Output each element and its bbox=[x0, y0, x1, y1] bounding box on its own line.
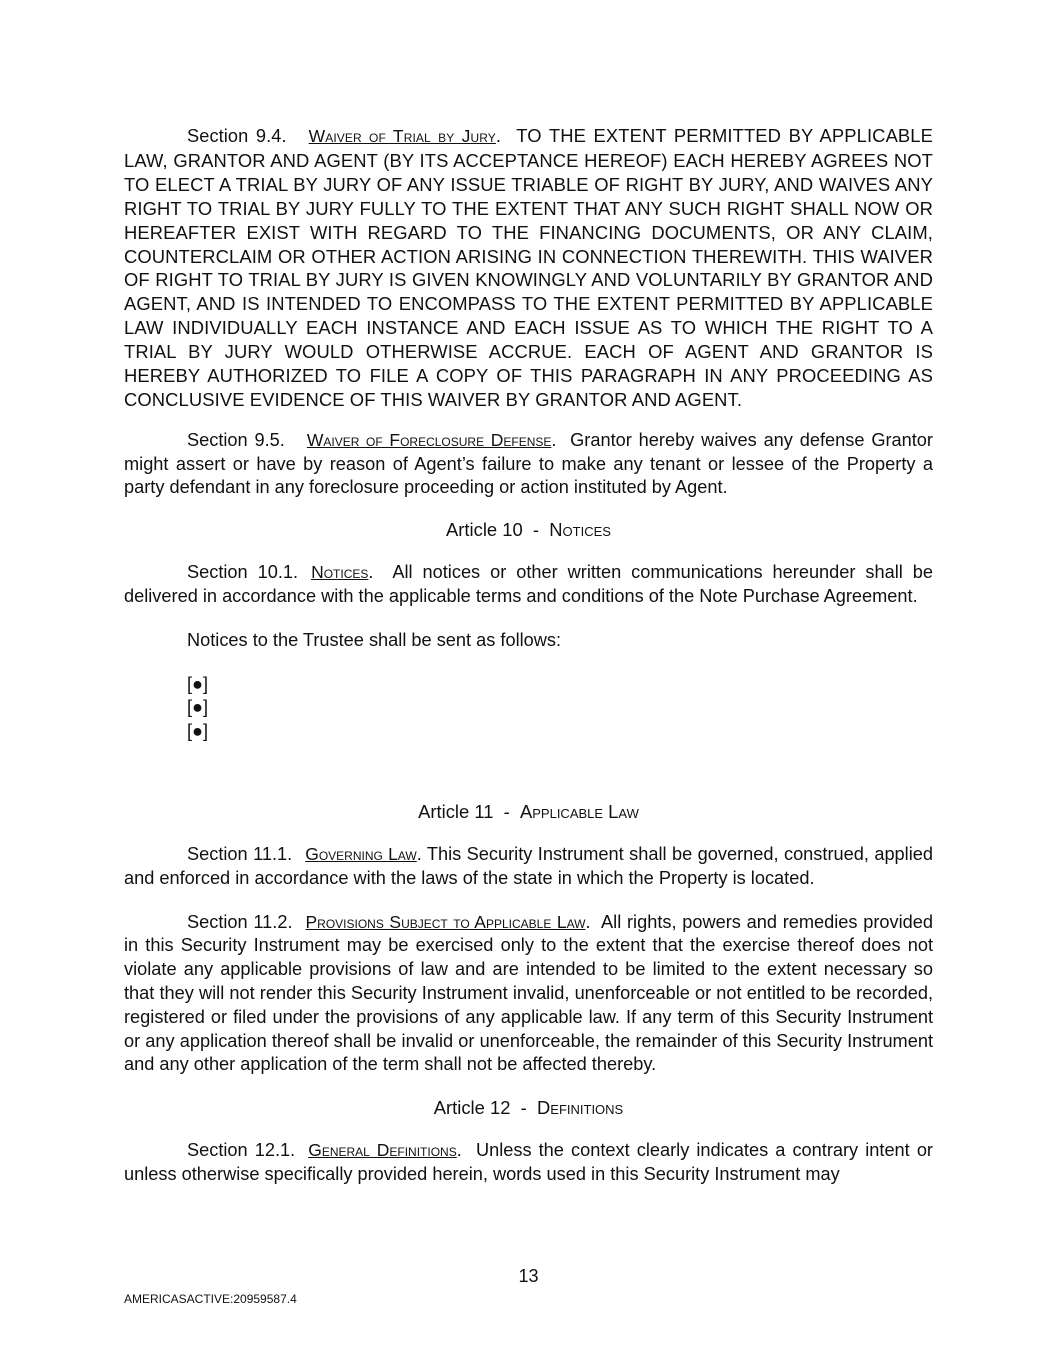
article-12-heading bbox=[124, 1096, 933, 1120]
section-body: TO THE EXTENT PERMITTED BY APPLICABLE LAW, GRANTOR AND AGENT (BY ITS ACCEPTANCE HEREOF) EACH HEREBY AGREES NOT TO ELECT A TRIAL BY JURY OF ANY ISSUE TRIABLE OF RIGHT BY JURY, AND WAIVES ANY RIGHT TO TRIAL BY JURY FULLY TO THE EXTENT THAT ANY SUCH RIGHT SHALL NOW OR HEREAFTER EXIST WITH REGARD TO THE FINANCING DOCUMENTS, OR ANY CLAIM, COUNTERCLAIM OR OTHER ACTION ARISING IN CONNECTION THEREWITH. THIS WAIVER OF RIGHT TO TRIAL BY JURY IS GIVEN KNOWINGLY AND VOLUNTARILY BY GRANTOR AND AGENT, AND IS INTENDED TO ENCOMPASS TO THE EXTENT PERMITTED BY APPLICABLE LAW INDIVIDUALLY EACH INSTANCE AND EACH ISSUE AS TO WHICH THE RIGHT TO A TRIAL BY JURY WOULD OTHERWISE ACCRUE. EACH OF AGENT AND GRANTOR IS HEREBY AUTHORIZED TO FILE A COPY OF THIS PARAGRAPH IN ANY PROCEEDING AS CONCLUSIVE EVIDENCE OF THIS WAIVER BY GRANTOR AND AGENT. bbox=[124, 125, 933, 410]
article-10-heading bbox=[124, 518, 933, 542]
section-number: Section 11.2. bbox=[187, 911, 293, 932]
section-11-1: Section 11.1. Governing Law. This Security Instrument shall be governed, construed, applied and enforced in accordance with the laws of the state in which the Property is located. bbox=[124, 844, 933, 888]
placeholder-line: [●] bbox=[187, 721, 209, 742]
section-body: This Security Instrument shall be governed, construed, applied and enforced in accordance with the laws of the state in which the Property is located. bbox=[124, 844, 933, 888]
article-label: Article 12 - bbox=[433, 1097, 537, 1119]
section-number: Section 11.1. bbox=[187, 844, 293, 865]
article-title: Definitions bbox=[537, 1097, 624, 1119]
section-10-1: Section 10.1. Notices. All notices or other written communications hereunder shall be delivered in accordance with the applicable terms and conditions of the Note Purchase Agreement. bbox=[124, 562, 934, 607]
document-id: AMERICASACTIVE:20959587.4 bbox=[124, 1292, 297, 1306]
document-body bbox=[124, 124, 933, 1187]
section-body: All notices or other written communications hereunder shall be delivered in accordance with the applicable terms and conditions of the Note Purchase Agreement. bbox=[124, 562, 934, 607]
article-label: Article 10 - bbox=[446, 519, 550, 541]
section-number: Section 9.4. bbox=[187, 126, 287, 146]
section-9-4: Section 9.4. Waiver of Trial by Jury. TO THE EXTENT PERMITTED BY APPLICABLE LAW, GRANTOR AND AGENT (BY ITS ACCEPTANCE HEREOF) EACH HEREBY AGREES NOT TO ELECT A TRIAL BY JURY OF ANY ISSUE TRIABLE OF RIGHT BY JURY, AND WAIVES ANY RIGHT TO TRIAL BY JURY FULLY TO THE EXTENT THAT ANY SUCH RIGHT SHALL NOW OR HEREAFTER EXIST WITH REGARD TO THE FINANCING DOCUMENTS, OR ANY CLAIM, COUNTERCLAIM OR OTHER ACTION ARISING IN CONNECTION THEREWITH. THIS WAIVER OF RIGHT TO TRIAL BY JURY IS GIVEN KNOWINGLY AND VOLUNTARILY BY GRANTOR AND AGENT, AND IS INTENDED TO ENCOMPASS TO THE EXTENT PERMITTED BY APPLICABLE LAW INDIVIDUALLY EACH INSTANCE AND EACH ISSUE AS TO WHICH THE RIGHT TO A TRIAL BY JURY WOULD OTHERWISE ACCRUE. EACH OF AGENT AND GRANTOR IS HEREBY AUTHORIZED TO FILE A COPY OF THIS PARAGRAPH IN ANY PROCEEDING AS CONCLUSIVE EVIDENCE OF THIS WAIVER BY GRANTOR AND AGENT. bbox=[124, 125, 933, 410]
section-caption: General Definitions bbox=[308, 1140, 457, 1161]
article-title: Notices bbox=[549, 519, 611, 541]
section-body: Grantor hereby waives any defense Grantor might assert or have by reason of Agent’s failure to make any tenant or lessee of the Property a party defendant in any foreclosure proceeding or action instituted by Agent. bbox=[124, 429, 933, 498]
section-12-1: Section 12.1. General Definitions. Unless the context clearly indicates a contrary intent or unless otherwise specifically provided herein, words used in this Security Instrument may bbox=[124, 1140, 933, 1185]
article-11-heading bbox=[124, 800, 933, 824]
section-caption: Governing Law bbox=[305, 844, 417, 865]
section-number: Section 10.1. bbox=[187, 562, 299, 583]
section-body: Unless the context clearly indicates a contrary intent or unless otherwise specifically provided herein, words used in this Security Instrument may bbox=[124, 1140, 933, 1185]
section-9-5: Section 9.5. Waiver of Foreclosure Defense. Grantor hereby waives any defense Grantor might assert or have by reason of Agent’s failure to make any tenant or lessee of the Property a party defendant in any foreclosure proceeding or action instituted by Agent. bbox=[124, 429, 933, 498]
page-number: 13 bbox=[518, 1266, 539, 1286]
address-placeholders bbox=[187, 673, 933, 744]
section-caption: Waiver of Foreclosure Defense bbox=[306, 429, 552, 450]
section-number: Section 12.1. bbox=[187, 1140, 296, 1161]
section-11-2: Section 11.2. Provisions Subject to Applicable Law. All rights, powers and remedies provided in this Security Instrument may be exercised only to the extent that the exercise thereof does not violate any applicable provisions of law and are intended to be limited to the extent necessary so that they will not render this Security Instrument invalid, unenforceable or not entitled to be recorded, registered or filed under the provisions of any applicable law. If any term of this Security Instrument or any application thereof shall be invalid or unenforceable, the remainder of this Security Instrument and any other application of the term shall not be affected thereby. bbox=[124, 911, 933, 1075]
article-title: Applicable Law bbox=[519, 801, 639, 823]
notices-trustee-text: Notices to the Trustee shall be sent as follows: bbox=[187, 629, 562, 650]
section-caption: Provisions Subject to Applicable Law bbox=[305, 911, 586, 932]
article-label: Article 11 - bbox=[418, 801, 520, 823]
section-caption: Waiver of Trial by Jury bbox=[308, 126, 496, 146]
placeholder-line: [●] bbox=[187, 697, 209, 718]
placeholder-line: [●] bbox=[187, 673, 209, 694]
section-caption: Notices bbox=[311, 562, 369, 583]
section-number: Section 9.5. bbox=[187, 429, 285, 450]
section-body: All rights, powers and remedies provided in this Security Instrument may be exercised only to the extent that the exercise thereof does not violate any applicable provisions of law and are intended to be limited to the extent necessary so that they will not render this Security Instrument invalid, unenforceable or not entitled to be recorded, registered or filed under the provisions of any applicable law. If any term of this Security Instrument or any application thereof shall be invalid or unenforceable, the remainder of this Security Instrument and any other application of the term shall not be affected thereby. bbox=[124, 911, 933, 1075]
